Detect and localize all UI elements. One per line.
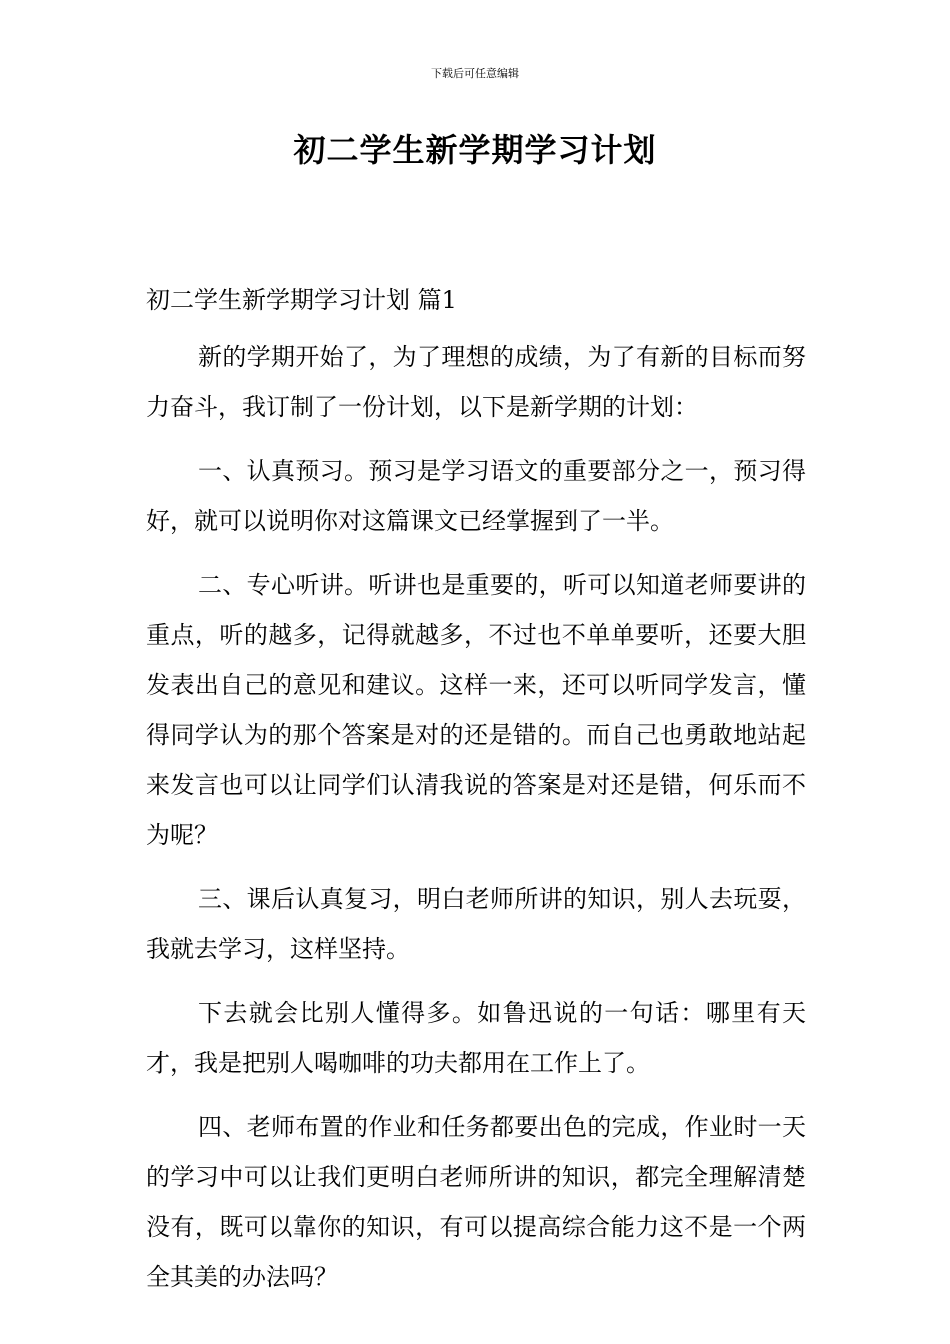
paragraph-review: 三、课后认真复习，明白老师所讲的知识，别人去玩耍，我就去学习，这样坚持。: [146, 885, 806, 963]
header-note: 下载后可任意编辑: [431, 67, 519, 80]
paragraph-homework: 四、老师布置的作业和任务都要出色的完成，作业时一天的学习中可以让我们更明白老师所讲的知识，都完全理解清楚没有，既可以靠你的知识，有可以提高综合能力这不是一个两全其美的办法吗？: [146, 1113, 806, 1291]
paragraph-intro: 新的学期开始了，为了理想的成绩，为了有新的目标而努力奋斗，我订制了一份计划，以下是新学期的计划：: [146, 343, 806, 421]
page-title: 初二学生新学期学习计划: [293, 131, 657, 169]
paragraph-listen: 二、专心听讲。听讲也是重要的，听可以知道老师要讲的重点，听的越多，记得就越多，不过也不单单要听，还要大胆发表出自己的意见和建议。这样一来，还可以听同学发言，懂得同学认为的那个答案是对的还是错的。而自己也勇敢地站起来发言也可以让同学们认清我说的答案是对还是错，何乐而不为呢？: [146, 571, 806, 849]
paragraph-preview: 一、认真预习。预习是学习语文的重要部分之一，预习得好，就可以说明你对这篇课文已经掌握到了一半。: [146, 457, 806, 535]
section-heading: 初二学生新学期学习计划 篇1: [146, 286, 457, 314]
document-body: [146, 282, 806, 1316]
paragraph-quote: 下去就会比别人懂得多。如鲁迅说的一句话：哪里有天才，我是把别人喝咖啡的功夫都用在工作上了。: [146, 999, 806, 1077]
